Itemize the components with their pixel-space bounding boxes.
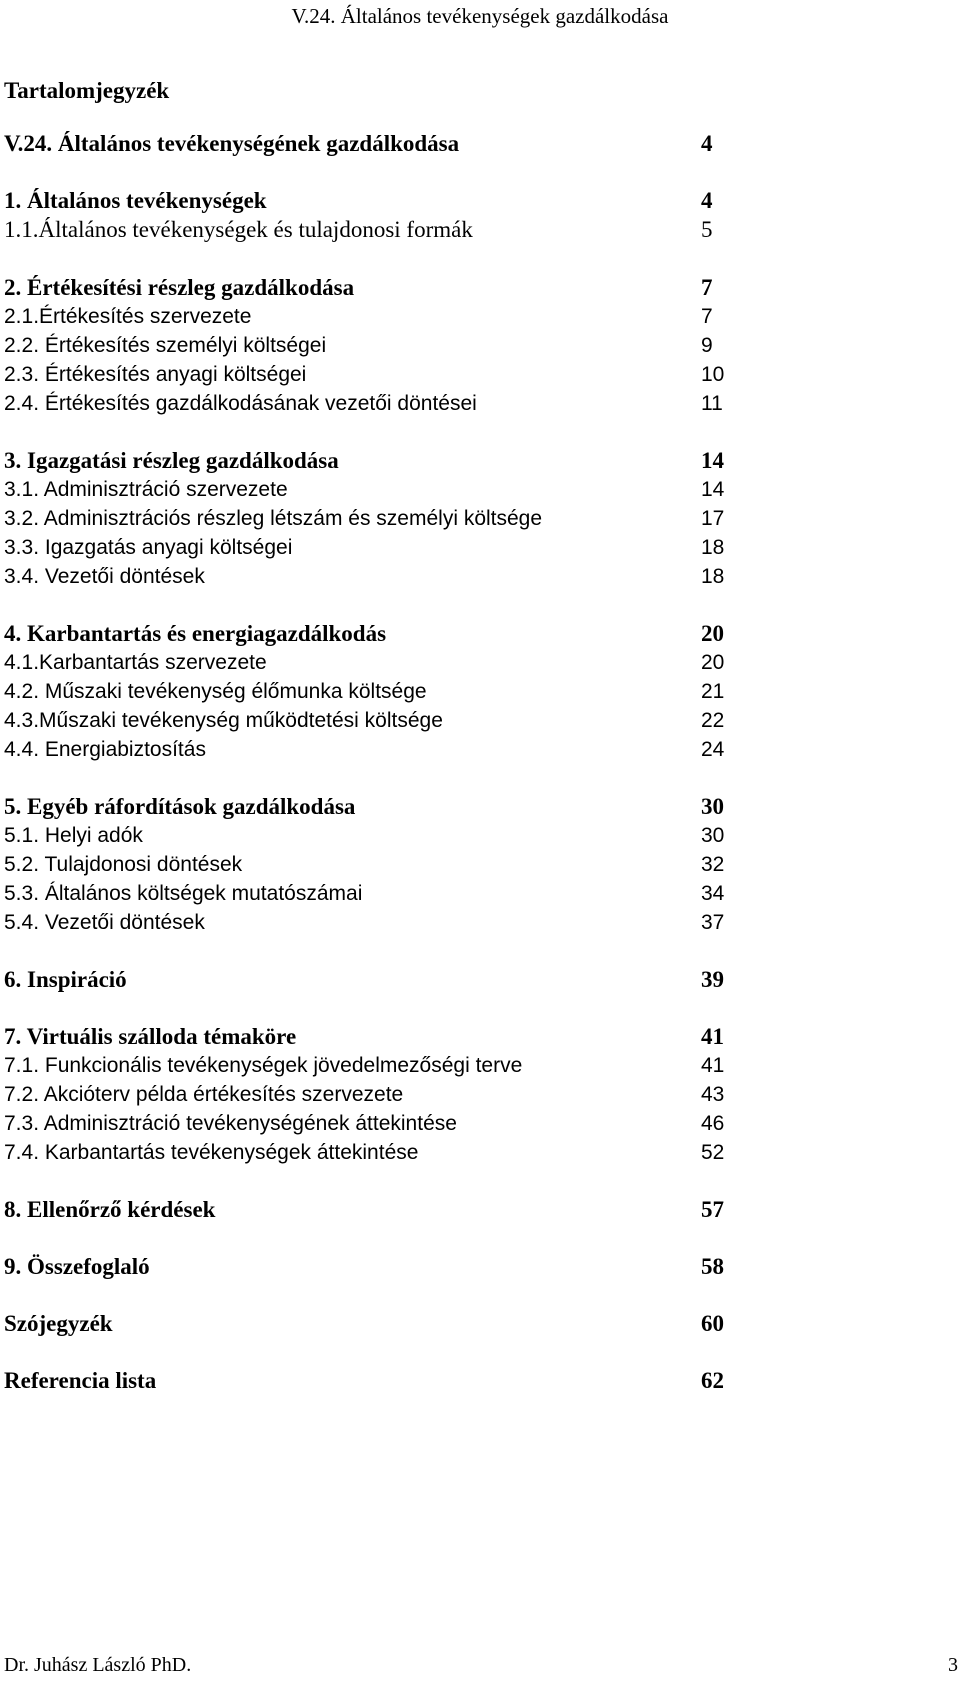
toc-entry-title: 7.2. Akcióterv példa értékesítés szervezete [4, 1083, 404, 1106]
toc-entry-page: 9 [701, 334, 713, 357]
toc-entry-page: 30 [701, 824, 725, 847]
toc-entry-page: 24 [701, 738, 725, 761]
toc-entry-page: 41 [701, 1024, 724, 1049]
toc-entry-page: 34 [701, 882, 725, 905]
toc-entry-page: 10 [701, 363, 725, 386]
toc-entry-page: 37 [701, 911, 725, 934]
toc-entry-page: 14 [701, 448, 724, 473]
toc-entry-page: 30 [701, 794, 724, 819]
toc-entry-page: 32 [701, 853, 725, 876]
running-header: V.24. Általános tevékenységek gazdálkodása [291, 4, 669, 28]
toc-entry-title: 5.4. Vezetői döntések [4, 911, 205, 934]
toc-entry-page: 60 [701, 1311, 724, 1336]
toc-entry-page: 20 [701, 651, 725, 674]
toc-entry-page: 4 [701, 188, 713, 213]
toc-entry-title: 8. Ellenőrző kérdések [4, 1197, 216, 1222]
toc-entry-title: 9. Összefoglaló [4, 1254, 150, 1279]
toc-entry-page: 18 [701, 565, 725, 588]
toc-entry-title: Referencia lista [4, 1368, 157, 1393]
toc-entry-title: 2.2. Értékesítés személyi költségei [4, 334, 327, 357]
toc-entry-page: 17 [701, 507, 725, 530]
toc-entry-title: 2.3. Értékesítés anyagi költségei [4, 363, 307, 386]
toc-entry-title: 5.3. Általános költségek mutatószámai [4, 882, 363, 905]
toc-entry-page: 57 [701, 1197, 724, 1222]
toc-entry-page: 21 [701, 680, 725, 703]
toc-entry-page: 7 [701, 275, 713, 300]
toc-entry-title: 5.1. Helyi adók [4, 824, 143, 847]
toc-entry-page: 58 [701, 1254, 724, 1279]
toc-entry-title: 2.4. Értékesítés gazdálkodásának vezetői döntései [4, 392, 477, 415]
toc-entry-page: 52 [701, 1141, 725, 1164]
toc-entry-title: 1. Általános tevékenységek [4, 188, 267, 213]
toc-entry-page: 7 [701, 305, 713, 328]
toc-entry-title: 4. Karbantartás és energiagazdálkodás [4, 621, 387, 646]
toc-entry-title: 2.1.Értékesítés szervezete [4, 305, 252, 328]
toc-entry-page: 62 [701, 1368, 724, 1393]
toc-entry-page: 20 [701, 621, 724, 646]
toc-entry-title: 4.4. Energiabiztosítás [4, 738, 206, 761]
toc-entry-page: 11 [701, 392, 723, 415]
toc-entry-title: 1.1.Általános tevékenységek és tulajdonosi formák [4, 217, 473, 242]
toc-entry-page: 43 [701, 1083, 725, 1106]
toc-entry-title: 2. Értékesítési részleg gazdálkodása [4, 275, 355, 300]
toc-entry-page: 4 [701, 131, 713, 156]
toc-entry-page: 41 [701, 1054, 725, 1077]
toc-entry-title: 3.2. Adminisztrációs részleg létszám és személyi költsége [4, 507, 543, 530]
toc-entry-page: 46 [701, 1112, 725, 1135]
footer-page-number: 3 [948, 1654, 958, 1676]
toc-entry-title: 7. Virtuális szálloda témaköre [4, 1024, 297, 1049]
toc-entry-title: 3.3. Igazgatás anyagi költségei [4, 536, 293, 559]
toc-entry-page: 18 [701, 536, 725, 559]
toc-entry-title: Szójegyzék [4, 1311, 113, 1336]
toc-entry-page: 5 [701, 217, 713, 242]
toc-entry-title: 7.3. Adminisztráció tevékenységének áttekintése [4, 1112, 457, 1135]
toc-entry-title: V.24. Általános tevékenységének gazdálkodása [4, 131, 460, 156]
toc-entry-page: 39 [701, 967, 724, 992]
footer-author: Dr. Juhász László PhD. [4, 1654, 192, 1676]
toc-entry-title: 4.1.Karbantartás szervezete [4, 651, 267, 674]
toc-entry-title: 6. Inspiráció [4, 967, 127, 992]
toc-entry-page: 14 [701, 478, 725, 501]
toc-entry-title: 7.1. Funkcionális tevékenységek jövedelmezőségi terve [4, 1054, 523, 1077]
toc-entry-title: 3.4. Vezetői döntések [4, 565, 205, 588]
toc-entry-page: 22 [701, 709, 725, 732]
toc-entry-title: 3. Igazgatási részleg gazdálkodása [4, 448, 339, 473]
toc-entry-title: 4.3.Műszaki tevékenység működtetési költsége [4, 709, 443, 732]
toc-entry-title: 3.1. Adminisztráció szervezete [4, 478, 288, 501]
toc-entry-title: 5. Egyéb ráfordítások gazdálkodása [4, 794, 356, 819]
toc-entry-title: 4.2. Műszaki tevékenység élőmunka költsége [4, 680, 427, 703]
toc-heading: Tartalomjegyzék [4, 78, 170, 103]
toc-entry-title: 7.4. Karbantartás tevékenységek áttekintése [4, 1141, 419, 1164]
toc-entry-title: 5.2. Tulajdonosi döntések [4, 853, 243, 876]
